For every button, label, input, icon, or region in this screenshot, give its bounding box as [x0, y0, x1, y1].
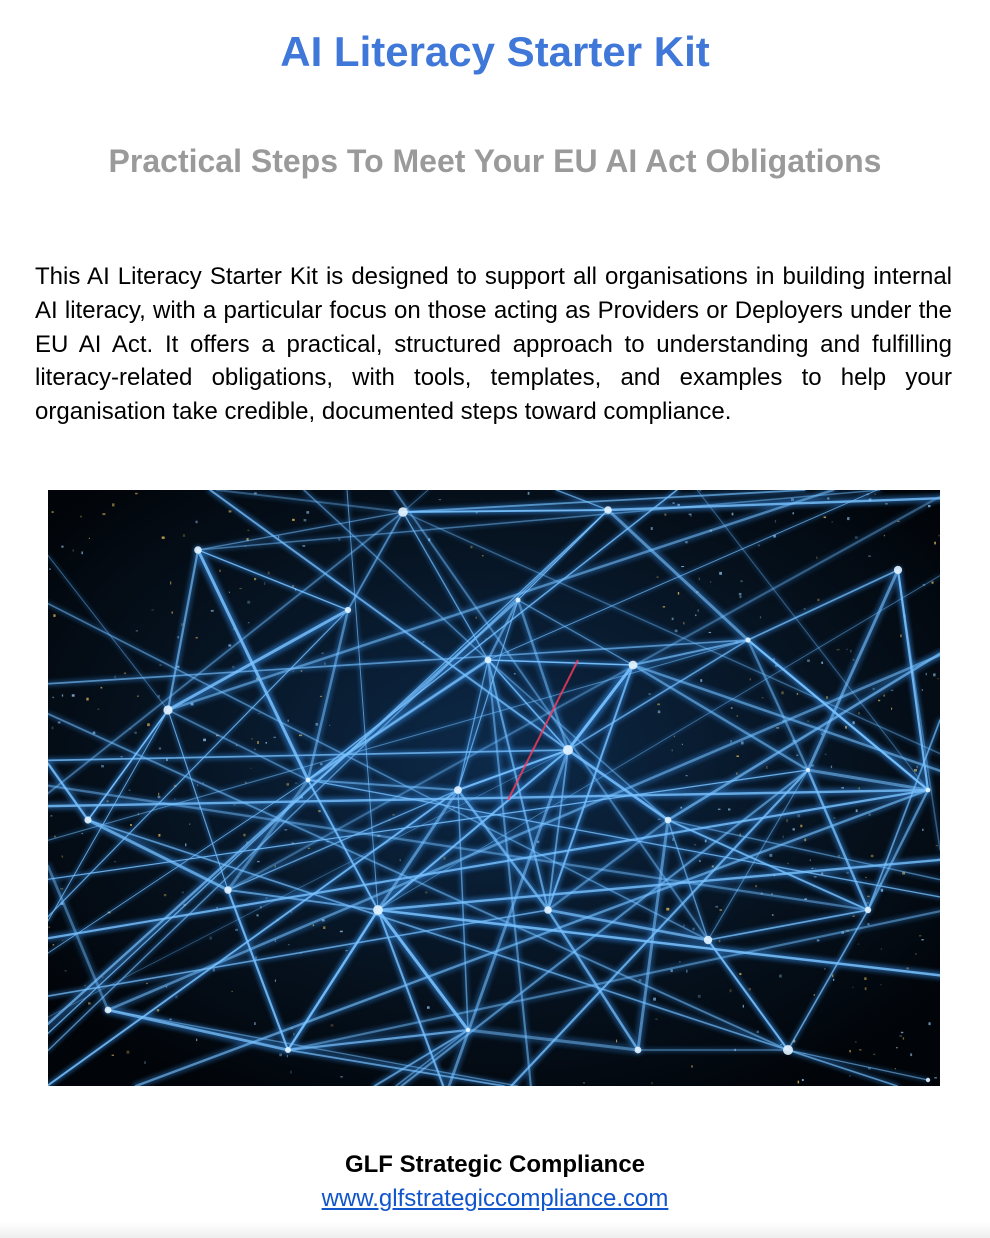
- page-subtitle: Practical Steps To Meet Your EU AI Act Obligations: [108, 143, 882, 179]
- organisation-name: GLF Strategic Compliance: [344, 1151, 646, 1178]
- website-link[interactable]: www.glfstrategiccompliance.com: [321, 1185, 669, 1212]
- intro-paragraph: This AI Literacy Starter Kit is designed to support all organisations in building internal AI literacy, with a particular focus on those acting as Providers or Deployers under the EU AI Act. It offers a practical, structured approach to understanding and fulfilling literacy-related obligations, with tools, templates, and examples to help your organisation take credible, documented steps toward compliance.: [35, 263, 952, 426]
- bottom-shade: [0, 1222, 990, 1238]
- website-line: [0, 1184, 990, 1214]
- network-city-image: [48, 490, 940, 1086]
- page-title: AI Literacy Starter Kit: [280, 28, 710, 75]
